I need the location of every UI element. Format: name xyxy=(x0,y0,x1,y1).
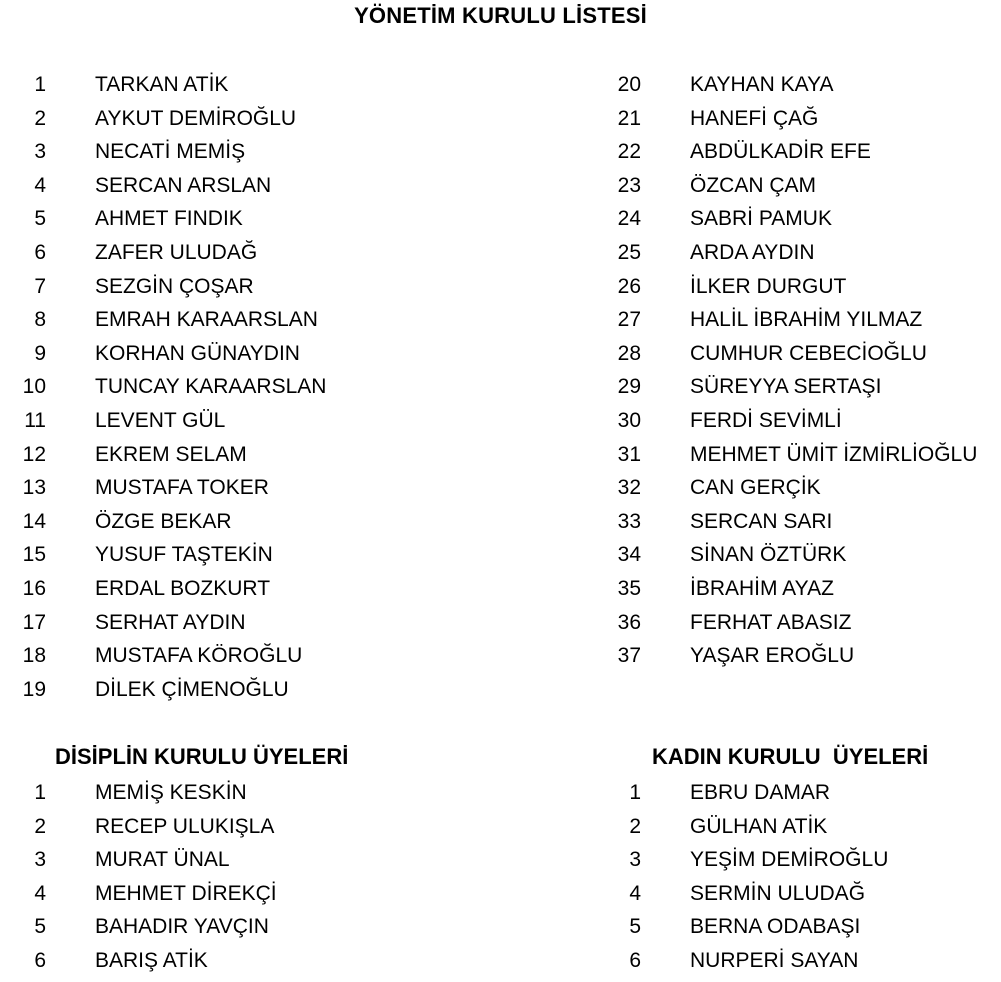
item-number: 1 xyxy=(629,781,641,804)
item-number: 3 xyxy=(629,848,641,872)
item-number: 21 xyxy=(617,106,641,130)
member-name: SERHAT AYDIN xyxy=(95,610,246,634)
member-name: BERNA ODABAŞI xyxy=(690,915,861,939)
list-item xyxy=(600,135,1001,169)
item-number: 13 xyxy=(22,476,46,500)
item-number: 33 xyxy=(617,509,641,533)
member-name: YAŞAR EROĞLU xyxy=(690,644,855,668)
list-item xyxy=(0,404,500,438)
item-number: 23 xyxy=(617,173,641,197)
item-number: 34 xyxy=(617,543,641,567)
item-number: 20 xyxy=(617,73,641,96)
list-item xyxy=(600,639,1001,673)
list-item xyxy=(600,843,1001,877)
item-number: 26 xyxy=(617,274,641,298)
item-number: 14 xyxy=(22,509,46,533)
member-name: İLKER DURGUT xyxy=(690,274,847,298)
list-item xyxy=(0,910,500,944)
item-number: 11 xyxy=(24,408,46,432)
item-number: 29 xyxy=(617,375,641,399)
member-name: MEMİŞ KESKİN xyxy=(95,781,247,804)
item-number: 35 xyxy=(617,576,641,600)
member-name: EKREM SELAM xyxy=(95,442,247,466)
member-name: MUSTAFA KÖROĞLU xyxy=(95,644,303,668)
member-name: BARIŞ ATİK xyxy=(95,948,208,972)
list-item xyxy=(600,370,1001,404)
item-number: 6 xyxy=(34,240,46,264)
member-name: AYKUT DEMİROĞLU xyxy=(95,106,297,130)
member-name: MEHMET ÜMİT İZMİRLİOĞLU xyxy=(690,442,978,466)
item-number: 30 xyxy=(617,408,641,432)
item-number: 15 xyxy=(22,543,46,567)
item-number: 32 xyxy=(617,476,641,500)
item-number: 6 xyxy=(629,948,641,972)
item-number: 17 xyxy=(22,610,46,634)
member-name: AHMET FINDIK xyxy=(95,207,243,231)
list-item xyxy=(0,673,500,707)
item-number: 10 xyxy=(22,375,46,399)
list-item xyxy=(0,169,500,203)
member-name: EBRU DAMAR xyxy=(690,781,831,804)
list-item xyxy=(600,910,1001,944)
list-item xyxy=(600,944,1001,978)
member-name: CUMHUR CEBECİOĞLU xyxy=(690,341,927,365)
item-number: 6 xyxy=(34,948,46,972)
list-item xyxy=(600,776,1001,810)
item-number: 2 xyxy=(629,814,641,838)
member-name: BAHADIR YAVÇIN xyxy=(95,915,269,939)
member-name: MUSTAFA TOKER xyxy=(95,476,269,500)
member-name: FERHAT ABASIZ xyxy=(690,610,852,634)
item-number: 9 xyxy=(34,341,46,365)
item-number: 4 xyxy=(629,881,641,905)
member-name: RECEP ULUKIŞLA xyxy=(95,814,275,838)
item-number: 1 xyxy=(34,781,46,804)
list-item xyxy=(600,202,1001,236)
member-name: SİNAN ÖZTÜRK xyxy=(690,543,847,567)
disiplin-section-title: DİSİPLİN KURULU ÜYELERİ xyxy=(55,744,349,769)
item-number: 27 xyxy=(617,308,641,332)
list-item xyxy=(0,303,500,337)
item-number: 4 xyxy=(34,173,46,197)
member-name: CAN GERÇİK xyxy=(690,476,821,500)
member-name: SÜREYYA SERTAŞI xyxy=(690,375,882,399)
item-number: 2 xyxy=(34,814,46,838)
list-item xyxy=(0,68,500,102)
item-number: 7 xyxy=(34,274,46,298)
member-name: YUSUF TAŞTEKİN xyxy=(95,543,273,567)
list-item xyxy=(0,843,500,877)
kadin-section-title: KADIN KURULU ÜYELERİ xyxy=(652,744,929,769)
list-item xyxy=(600,303,1001,337)
list-item xyxy=(600,572,1001,606)
item-number: 5 xyxy=(34,207,46,231)
list-item xyxy=(600,538,1001,572)
list-item xyxy=(600,270,1001,304)
list-item xyxy=(0,370,500,404)
member-name: KAYHAN KAYA xyxy=(690,73,834,96)
member-name: MURAT ÜNAL xyxy=(95,848,230,872)
member-name: YEŞİM DEMİROĞLU xyxy=(690,848,889,872)
item-number: 5 xyxy=(629,915,641,939)
item-number: 8 xyxy=(34,308,46,332)
member-name: DİLEK ÇİMENOĞLU xyxy=(95,677,289,701)
list-item xyxy=(0,810,500,844)
item-number: 3 xyxy=(34,140,46,164)
disiplin-member-list xyxy=(0,776,500,978)
item-number: 5 xyxy=(34,915,46,939)
member-name: ZAFER ULUDAĞ xyxy=(95,240,258,264)
item-number: 18 xyxy=(22,644,46,668)
item-number: 25 xyxy=(617,240,641,264)
member-name: İBRAHİM AYAZ xyxy=(690,576,834,600)
member-name: HALİL İBRAHİM YILMAZ xyxy=(690,308,923,332)
list-item xyxy=(0,202,500,236)
list-item xyxy=(0,236,500,270)
item-number: 16 xyxy=(22,576,46,600)
item-number: 22 xyxy=(617,140,641,164)
list-item xyxy=(0,572,500,606)
list-item xyxy=(0,337,500,371)
item-number: 24 xyxy=(617,207,641,231)
member-name: GÜLHAN ATİK xyxy=(690,814,828,838)
member-name: TUNCAY KARAARSLAN xyxy=(95,375,327,399)
list-item xyxy=(0,606,500,640)
list-item xyxy=(600,68,1001,102)
list-item xyxy=(0,944,500,978)
member-name: NECATİ MEMİŞ xyxy=(95,140,246,164)
item-number: 31 xyxy=(617,442,641,466)
item-number: 36 xyxy=(617,610,641,634)
list-item xyxy=(600,471,1001,505)
item-number: 19 xyxy=(22,677,46,701)
item-number: 2 xyxy=(34,106,46,130)
list-item xyxy=(0,505,500,539)
member-name: SERCAN ARSLAN xyxy=(95,173,272,197)
list-item xyxy=(0,102,500,136)
member-name: EMRAH KARAARSLAN xyxy=(95,308,318,332)
list-item xyxy=(600,505,1001,539)
list-item xyxy=(600,102,1001,136)
member-name: ERDAL BOZKURT xyxy=(95,576,271,600)
member-name: ÖZGE BEKAR xyxy=(95,509,232,533)
list-item xyxy=(0,776,500,810)
list-item xyxy=(600,810,1001,844)
item-number: 28 xyxy=(617,341,641,365)
list-item xyxy=(600,438,1001,472)
member-name: ABDÜLKADİR EFE xyxy=(690,140,871,164)
member-name: KORHAN GÜNAYDIN xyxy=(95,341,300,365)
list-item xyxy=(600,404,1001,438)
list-item xyxy=(0,471,500,505)
list-item xyxy=(600,877,1001,911)
member-name: HANEFİ ÇAĞ xyxy=(690,106,819,130)
list-item xyxy=(0,639,500,673)
list-item xyxy=(600,236,1001,270)
list-item xyxy=(600,169,1001,203)
kadin-member-list xyxy=(600,776,1001,978)
member-name: SABRİ PAMUK xyxy=(690,207,832,231)
list-item xyxy=(0,538,500,572)
item-number: 4 xyxy=(34,881,46,905)
yonetim-list-right xyxy=(600,68,1001,673)
member-name: ÖZCAN ÇAM xyxy=(690,173,816,197)
member-name: FERDİ SEVİMLİ xyxy=(690,408,842,432)
item-number: 37 xyxy=(617,644,641,668)
member-name: TARKAN ATİK xyxy=(95,73,229,96)
list-item xyxy=(600,337,1001,371)
member-name: SERCAN SARI xyxy=(690,509,833,533)
item-number: 3 xyxy=(34,848,46,872)
list-item xyxy=(0,438,500,472)
list-item xyxy=(0,135,500,169)
member-name: SERMİN ULUDAĞ xyxy=(690,881,866,905)
member-name: LEVENT GÜL xyxy=(95,408,226,432)
member-name: SEZGİN ÇOŞAR xyxy=(95,274,254,298)
item-number: 1 xyxy=(34,73,46,96)
list-item xyxy=(600,606,1001,640)
page-title: YÖNETİM KURULU LİSTESİ xyxy=(354,3,647,28)
item-number: 12 xyxy=(22,442,46,466)
list-item xyxy=(0,270,500,304)
member-name: NURPERİ SAYAN xyxy=(690,948,859,972)
yonetim-list-left xyxy=(0,68,500,706)
list-item xyxy=(0,877,500,911)
member-name: ARDA AYDIN xyxy=(690,240,815,264)
member-name: MEHMET DİREKÇİ xyxy=(95,881,277,905)
